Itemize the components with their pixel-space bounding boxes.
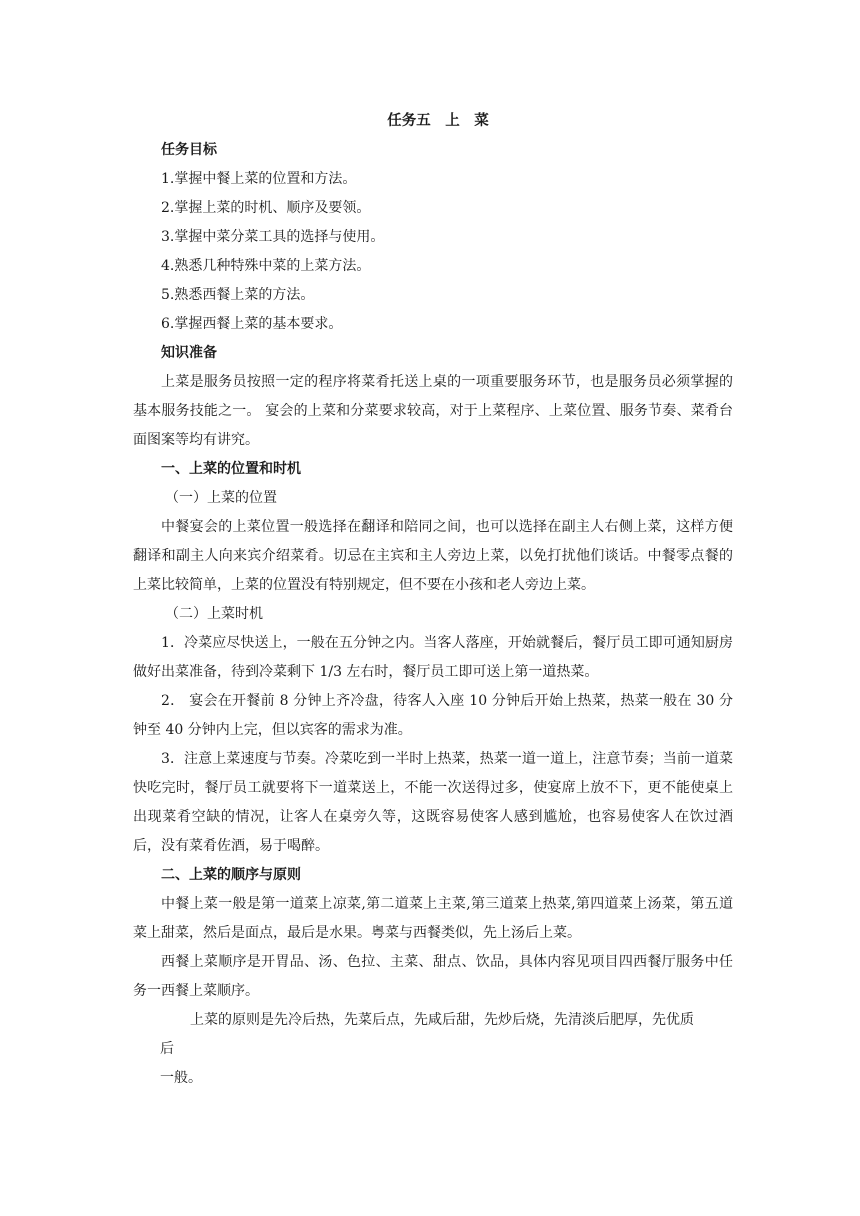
principle-line: 后 [160,1041,174,1057]
subsection-position-heading: （一）上菜的位置 [165,490,277,506]
principle-line: 上菜的原则是先冷后热，先菜后点，先咸后甜，先炒后烧，先清淡后肥厚，先优质 [190,1012,694,1028]
objective-item: 5.熟悉西餐上菜的方法。 [161,287,315,303]
principle-paragraph [133,1006,733,1093]
objective-item: 1.掌握中餐上菜的位置和方法。 [161,171,357,187]
timing-point: 3．注意上菜速度与节奏。冷菜吃到一半时上热菜，热菜一道一道上，注意节奏；当前一道菜快吃完时，餐厅员工就要将下一道菜送上，不能一次送得过多，使宴席上放不下，更不能使桌上出现菜肴空缺的情况，让客人在桌旁久等，这既容易使客人感到尴尬，也容易使客人在饮过酒后，没有菜肴佐酒，易于喝醉。 [133,751,733,854]
objective-item: 4.熟悉几种特殊中菜的上菜方法。 [161,258,371,274]
chinese-order-paragraph: 中餐上菜一般是第一道菜上凉菜,第二道菜上主菜,第三道菜上热菜,第四道菜上汤菜，第五道菜上甜菜，然后是面点，最后是水果。粤菜与西餐类似，先上汤后上菜。 [133,896,733,941]
principle-line: 一般。 [160,1070,202,1086]
objective-item: 2.掌握上菜的时机、顺序及要领。 [161,200,371,216]
knowledge-intro: 上菜是服务员按照一定的程序将菜肴托送上桌的一项重要服务环节，也是服务员必须掌握的基本服务技能之一。 宴会的上菜和分菜要求较高，对于上菜程序、上菜位置、服务节奏、菜肴台面图案等均有讲究。 [133,374,733,448]
subsection-timing-heading: （二）上菜时机 [165,606,263,622]
objectives-heading: 任务目标 [161,142,217,158]
timing-point: 2． 宴会在开餐前 8 分钟上齐冷盘，待客人入座 10 分钟后开始上热菜，热菜一般在 30 分钟至 40 分钟内上完，但以宾客的需求为准。 [133,693,733,738]
western-order-paragraph: 西餐上菜顺序是开胃品、汤、色拉、主菜、甜点、饮品，具体内容见项目四西餐厅服务中任务一西餐上菜顺序。 [133,954,733,999]
document-body [133,107,733,1093]
timing-point: 1．冷菜应尽快送上，一般在五分钟之内。当客人落座，开始就餐后，餐厅员工即可通知厨房做好出菜准备，待到冷菜剩下 1/3 左右时，餐厅员工即可送上第一道热菜。 [133,635,733,680]
position-paragraph: 中餐宴会的上菜位置一般选择在翻译和陪同之间，也可以选择在副主人右侧上菜，这样方便翻译和副主人向来宾介绍菜肴。切忌在主宾和主人旁边上菜，以免打扰他们谈话。中餐零点餐的上菜比较简单，上菜的位置没有特别规定，但不要在小孩和老人旁边上菜。 [133,519,733,593]
page-title: 任务五 上 菜 [387,113,489,129]
objective-item: 6.掌握西餐上菜的基本要求。 [161,316,343,332]
section2-heading: 二、上菜的顺序与原则 [161,867,301,883]
knowledge-heading: 知识准备 [161,345,217,361]
objective-item: 3.掌握中菜分菜工具的选择与使用。 [161,229,385,245]
section1-heading: 一、上菜的位置和时机 [161,461,301,477]
